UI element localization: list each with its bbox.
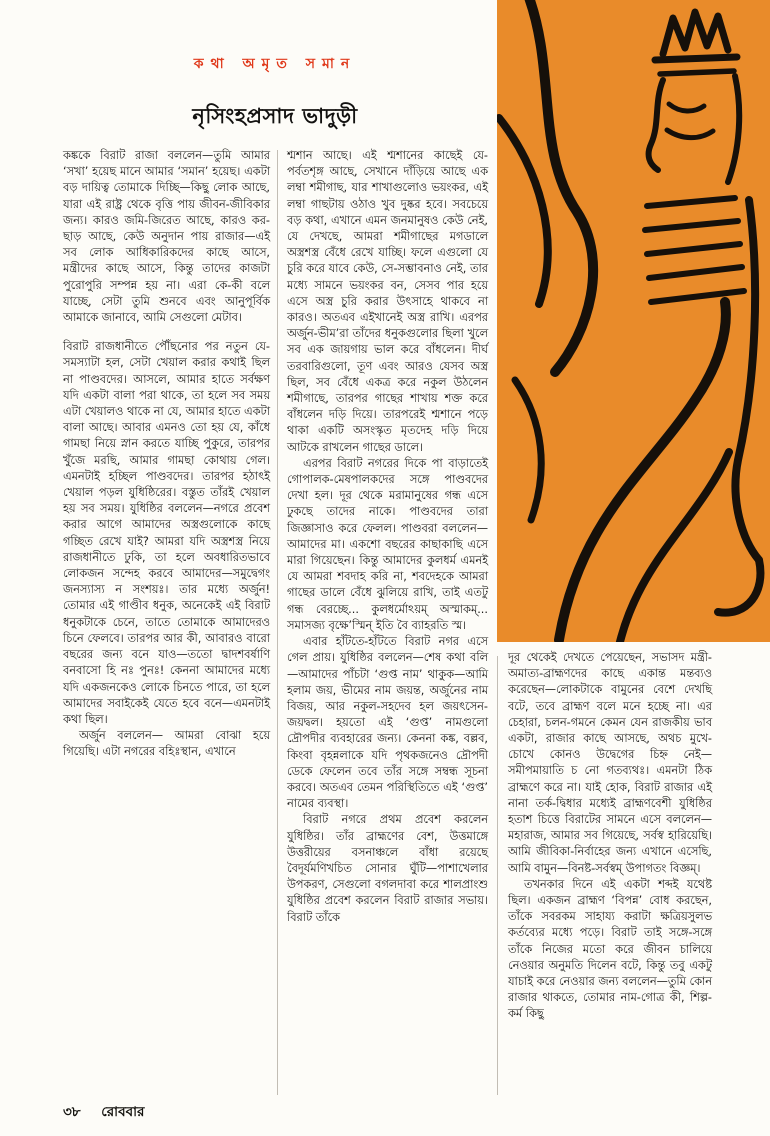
article-header [63,52,487,135]
column-2 [287,148,488,926]
magazine-name: রোববার [101,1104,145,1120]
illustration-panel [497,0,770,642]
column-1 [63,148,270,761]
body-paragraph: এরপর বিরাট নগরের দিকে পা বাড়াতেই গোপালক-মেষপালকদের সঙ্গে পাণ্ডবদের দেখা হল। দূর থেকে মরামানুষের গন্ধ এসে ঢুকছে তাদের নাকে। পাণ্ডবদের তারা জিজ্ঞাসাও করে ফেলল। পাণ্ডবরা বললেন—আমাদের মা। একশো বছরের কাছাকাছি এসে মারা গিয়েছেন। কিন্তু আমাদের কুলধর্ম এমনই যে আমরা শবদাহ করি না, শবদেহকে আমরা গাছের ডালে বেঁধে ঝুলিয়ে রাখি, তাই এতটু গন্ধ বেরচ্ছে... কুলধর্মোঽয়ম্ অস্মাকম্... সমাসজ্য বৃক্ষে’স্মিন্ ইতি বৈ ব্যাহরতি স্ম। [287,456,488,632]
body-paragraph: তখনকার দিনে এই একটা শব্দই যথেষ্ট ছিল। একজন ব্রাহ্মণ ‘বিপন্ন’ বোধ করছেন, তাঁকে সবরকম সাহায্য করাটা ক্ষত্রিয়সুলভ কর্তব্যের মধ্যে পড়ে। বিরাট তাই সঙ্গে-সঙ্গে তাঁকে নিজের মতো করে জীবন চালিয়ে নেওয়ার অনুমতি দিলেন বটে, কিন্তু তবু একটু যাচাই করে নেওয়ার জন্য বললেন—তুমি কোন রাজার থাকতে, তোমার নাম-গোত্র কী, শিল্প-কর্ম কিছু [508,877,712,1021]
lead-paragraph: কঙ্ককে বিরাট রাজা বললেন—তুমি আমার ‘সখা’ হয়েছ মানে আমার ‘সমান’ হয়েছ। একটা বড় দায়িত্ব তোমাকে দিচ্ছি—কিছু লোক আছে, যারা এই রাষ্ট্র থেকে বৃত্তি পায় জীবন-জীবিকার জন্য। কারও জমি-জিরেত আছে, কারও কর-ছাড় আছে, কেউ অনুদান পায় রাজার—এই সব লোক আধিকারিকদের কাছে আসে, মন্ত্রীদের কাছে আসে, কিন্তু তাদের কাজটা পুরোপুরি সম্পন্ন হয় না। এরা কে-কী বলে যাচ্ছে, সেটা তুমি শুনবে এবং আনুপূর্বিক আমাকে জানাবে, আমি সেগুলো মেটাব। [63,149,270,325]
column-3 [508,650,712,1023]
author-name: নৃসিংহপ্রসাদ ভাদুড়ী [192,104,358,128]
section-kicker: কথা অমৃত সমান [193,56,357,72]
page-footer [63,1101,144,1124]
body-paragraph: শ্মশান আছে। এই শ্মশানের কাছেই যে-পর্বতশৃঙ্গ আছে, সেখানে দাঁড়িয়ে আছে এক লম্বা শমীগাছ, যার শাখাগুলোও ভয়ংকর, এই লম্বা গাছটায় ওঠাও খুব দুষ্কর হবে। সবচেয়ে বড় কথা, এখানে এমন জনমানুষও কেউ নেই, যে দেখছে, আমরা শমীগাছের মগডালে অস্ত্রশস্ত্র বেঁধে রেখে যাচ্ছি। ফলে এগুলো যে চুরি করে যাবে কেউ, সে-সম্ভাবনাও নেই, তার মধ্যে সামনে ভয়ংকর বন, সেসব পার হয়ে এসে অস্ত্র চুরি করার উৎসাহে থাকবে না কারও। অতএব এইখানেই অস্ত্র রাখি। এরপর অর্জুন-ভীম’রা তাঁদের ধনুকগুলোর ছিলা খুলে সব এক জায়গায় ভাল করে বাঁধলেন। দীর্ঘ তরবারিগুলো, তূণ এবং আরও যেসব অস্ত্র ছিল, সব বেঁধে একত্র করে নকুল উঠলেন শমীগাছে, তারপর গাছের শাখায় শক্ত করে বাঁধলেন দড়ি দিয়ে। তারপরেই শ্মশানে পড়ে থাকা একটি অসংস্কৃত মৃতদেহ দড়ি দিয়ে আটকে রাখলেন গাছের ডালে। [287,149,488,454]
column-rule [497,656,498,1095]
body-paragraph: দূর থেকেই দেখতে পেয়েছেন, সভাসদ মন্ত্রী-অমাত্য-ব্রাহ্মণদের কাছে একান্ত মন্তব্যও করেছেন—লোকটাকে বামুনের বেশে দেখছি বটে, তবে ব্রাহ্মণ বলে মনে হচ্ছে না। এর চেহারা, চলন-গমনে কেমন যেন রাজকীয় ভাব একটা, রাজার কাছে আসছে, অথচ মুখে-চোখে কোনও উদ্বেগের চিহ্ন নেই—সমীপমায়াতি চ নো গতব্যথঃ। এমনটা ঠিক ব্রাহ্মণে করে না। যাই হোক, বিরাট রাজার এই নানা তর্ক-দ্বিধার মধ্যেই ব্রাহ্মণবেশী যুধিষ্ঠির হতাশ চিত্তে বিরাটের সামনে এসে বললেন—মহারাজ, আমার সব গিয়েছে, সর্বস্ব হারিয়েছি। আমি জীবিকা-নির্বাহের জন্য এখানে এসেছি, আমি বামুন—বিনষ্ট-সর্বস্বম্ উপাগতং বিজ্ঞম্। [508,651,712,875]
body-paragraph: বিরাট রাজধানীতে পৌঁছনোর পর নতুন যে-সমস্যাটা হল, সেটা খেয়াল করার কথাই ছিল না পাণ্ডবদের। আসলে, আমার হাতে সর্বক্ষণ যদি একটা বালা পরা থাকে, তা হলে সব সময় এটা খেয়ালও থাকে না যে, আমার হাতে একটা বালা আছে। আবার এমনও তো হয় যে, কাঁধে গামছা নিয়ে স্নান করতে যাচ্ছি পুকুরে, তারপর খুঁজে মরছি, আমার গামছা কোথায় গেল। এমনটাই হচ্ছিল পাণ্ডবদের। তারপর হঠাৎই খেয়াল পড়ল যুধিষ্ঠিরের। বস্তুত তাঁরই খেয়াল হয় সব সময়। যুধিষ্ঠির বললেন—নগরে প্রবেশ করার আগে আমাদের অস্ত্রগুলোকে কাছে গচ্ছিত রেখে যাই? আমরা যদি অস্ত্রশস্ত্র নিয়ে রাজধানীতে ঢুকি, তা হলে অবধারিতভাবে লোকজন সন্দেহ করবে আমাদের—সমুদ্বেগং জনস্যাস্য ন সংশয়ঃ। তার মধ্যে অর্জুন! তোমার এই গাণ্ডীব ধনুক, অনেকেই এই বিরাট ধনুকটাকে চেনে, তাতে তোমাকে আমাদেরও চিনে ফেলবে। তারপর আর কী, আবারও বারো বছরের জন্য বনে যাও—ততো দ্বাদশবর্ষাণি বনবাসো হি নঃ পুনঃ! কেননা আমাদের মধ্যে যদি একজনকেও লোকে চিনতে পারে, তা হলে আমাদের সবাইকেই যেতে হবে বনে—এমনটাই কথা ছিল। [63,340,270,726]
column-rule [277,150,278,1095]
body-paragraph: অর্জুন বললেন— আমরা বোঝা হয়ে গিয়েছি। এটা নগরের বহিঃস্থান, এখানে [63,729,270,759]
body-paragraph: এবার হাঁটতে-হাঁটতে বিরাট নগর এসে গেল প্রায়। যুধিষ্ঠির বললেন—শেষ কথা বলি—আমাদের পাঁচটা ‘গুপ্ত নাম’ থাকুক—আমি হলাম জয়, ভীমের নাম জয়ন্ত, অর্জুনের নাম বিজয়, আর নকুল-সহদেব হল জয়ৎসেন-জয়দ্বল। হয়তো এই ‘গুপ্ত’ নামগুলো দ্রৌপদীর ব্যবহারের জন্য। কেননা কঙ্ক, বল্লব, কিংবা বৃহন্নলাকে যদি পৃথকজনেও দ্রৌপদী ডেকে ফেলেন তবে তাঁর সঙ্গে সম্বন্ধ সূচনা করবে। অতএব তেমন পরিস্থিতিতে এই ‘গুপ্ত’ নামের ব্যবস্থা। [287,635,488,811]
body-paragraph: বিরাট নগরে প্রথম প্রবেশ করলেন যুধিষ্ঠির। তাঁর ব্রাহ্মণের বেশ, উত্তমাঙ্গে উত্তরীয়ের বসনাঞ্চলে বাঁধা রয়েছে বৈদূর্যমণিখচিত সোনার ঘুঁটি—পাশাখেলার উপকরণ, সেগুলো বগলদাবা করে শালপ্রাংশু যুধিষ্ঠির প্রবেশ করলেন বিরাট রাজার সভায়। বিরাট তাঁকে [287,813,488,924]
abstract-king-illustration [497,0,770,642]
page-number: ৩৮ [63,1104,81,1120]
